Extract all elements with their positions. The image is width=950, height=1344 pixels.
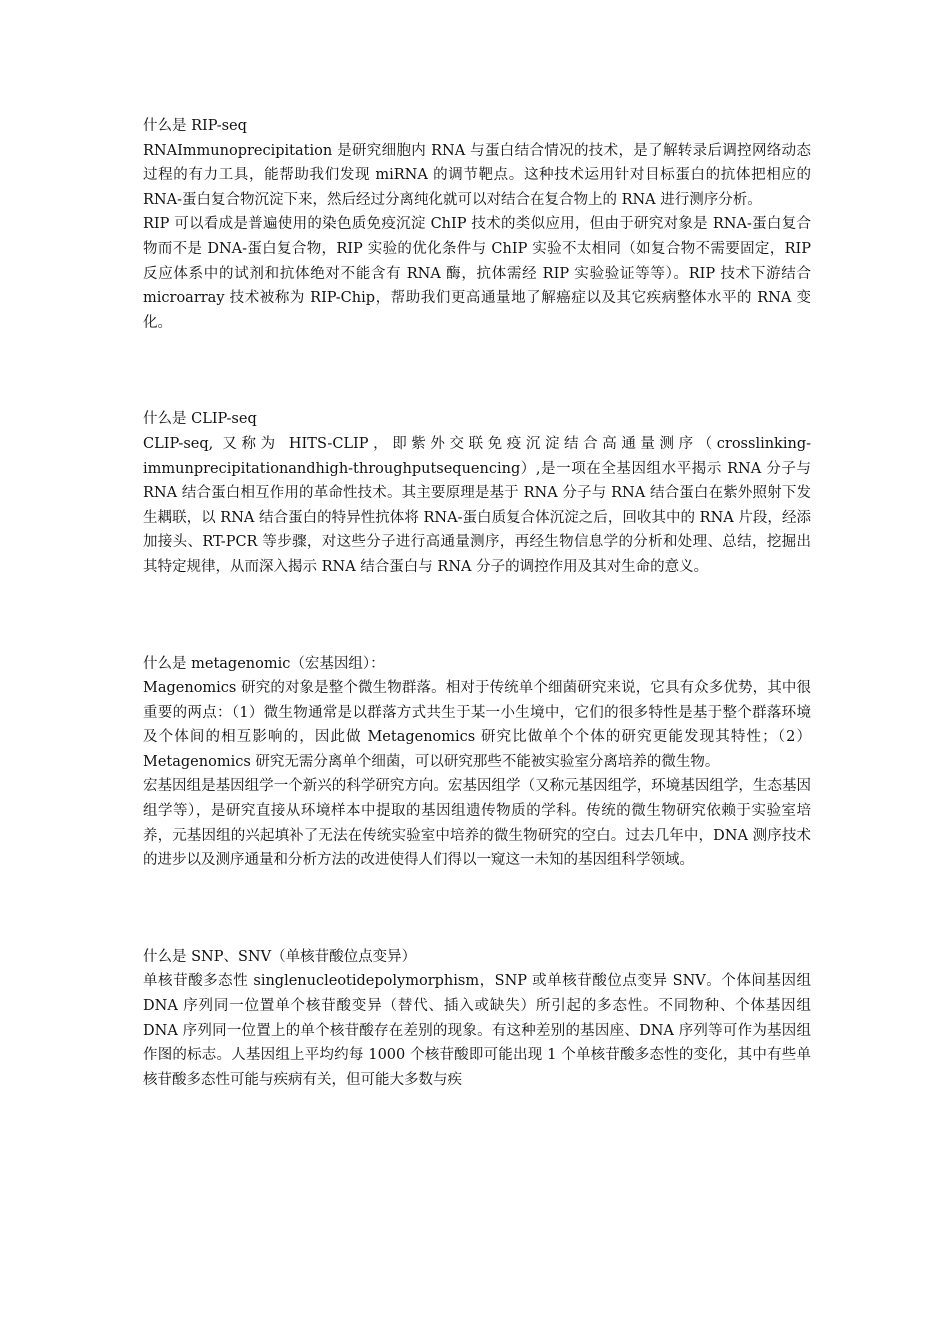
paragraph: 宏基因组是基因组学一个新兴的科学研究方向。宏基因组学（又称元基因组学，环境基因组学，生态基因组学等），是研究直接从环境样本中提取的基因组遗传物质的学科。传统的微生物研究依赖于实验室培养，元基因组的兴起填补了无法在传统实验室中培养的微生物研究的空白。过去几年中，DNA 测序技术的进步以及测序通量和分析方法的改进使得人们得以一窥这一未知的基因组科学领域。	[143, 778, 811, 869]
section-heading: 什么是 metagenomic（宏基因组）：	[143, 655, 385, 672]
section-clip-seq	[143, 407, 811, 579]
paragraph: 单核苷酸多态性 singlenucleotidepolymorphism，SNP 或单核苷酸位点变异 SNV。个体间基因组 DNA 序列同一位置单个核苷酸变异（替代、插入或缺失）所引起的多态性。不同物种、个体基因组 DNA 序列同一位置上的单个核苷酸存在差别的现象。有这种差别的基因座、DNA 序列等可作为基因组作图的标志。人基因组上平均约每 1000 个核苷酸即可能出现 1 个单核苷酸多态性的变化，其中有些单核苷酸多态性可能与疾病有关，但可能大多数与疾	[143, 973, 811, 1088]
paragraph: RIP 可以看成是普遍使用的染色质免疫沉淀 ChIP 技术的类似应用，但由于研究对象是 RNA-蛋白复合物而不是 DNA-蛋白复合物，RIP 实验的优化条件与 ChIP 实验不太相同（如复合物不需要固定，RIP 反应体系中的试剂和抗体绝对不能含有 RNA 酶，抗体需经 RIP 实验验证等等）。RIP 技术下游结合 microarray 技术被称为 RIP-Chip，帮助我们更高通量地了解癌症以及其它疾病整体水平的 RNA 变化。	[143, 216, 811, 331]
section-heading: 什么是 RIP-seq	[143, 118, 247, 134]
section-spacer	[143, 580, 811, 652]
paragraph: RNAImmunoprecipitation 是研究细胞内 RNA 与蛋白结合情况的技术，是了解转录后调控网络动态过程的有力工具，能帮助我们发现 miRNA 的调节靶点。这种技术运用针对目标蛋白的抗体把相应的 RNA-蛋白复合物沉淀下来，然后经过分离纯化就可以对结合在复合物上的 RNA 进行测序分析。	[143, 142, 811, 208]
section-metagenomic	[143, 652, 811, 873]
section-rip-seq	[143, 114, 811, 335]
section-spacer	[143, 873, 811, 945]
section-snp-snv	[143, 945, 811, 1093]
section-spacer	[143, 335, 811, 407]
document-page	[143, 114, 811, 1092]
section-heading: 什么是 CLIP-seq	[143, 411, 257, 428]
paragraph: Magenomics 研究的对象是整个微生物群落。相对于传统单个细菌研究来说，它具有众多优势，其中很重要的两点：（1）微生物通常是以群落方式共生于某一小生境中，它们的很多特性是基于整个群落环境及个体间的相互影响的，因此做 Metagenomics 研究比做单个个体的研究更能发现其特性；（2）Metagenomics 研究无需分离单个细菌，可以研究那些不能被实验室分离培养的微生物。	[143, 680, 811, 770]
paragraph: CLIP-seq, 又称为 HITS-CLIP，即紫外交联免疫沉淀结合高通量测序（crosslinking-immunprecipitationandhigh-throughputsequencing）,是一项在全基因组水平揭示 RNA 分子与 RNA 结合蛋白相互作用的革命性技术。其主要原理是基于 RNA 分子与 RNA 结合蛋白在紫外照射下发生耦联，以 RNA 结合蛋白的特异性抗体将 RNA-蛋白质复合体沉淀之后，回收其中的 RNA 片段，经添加接头、RT-PCR 等步骤，对这些分子进行高通量测序，再经生物信息学的分析和处理、总结，挖掘出其特定规律，从而深入揭示 RNA 结合蛋白与 RNA 分子的调控作用及其对生命的意义。	[143, 435, 811, 575]
section-heading: 什么是 SNP、SNV（单核苷酸位点变异）	[143, 948, 417, 965]
